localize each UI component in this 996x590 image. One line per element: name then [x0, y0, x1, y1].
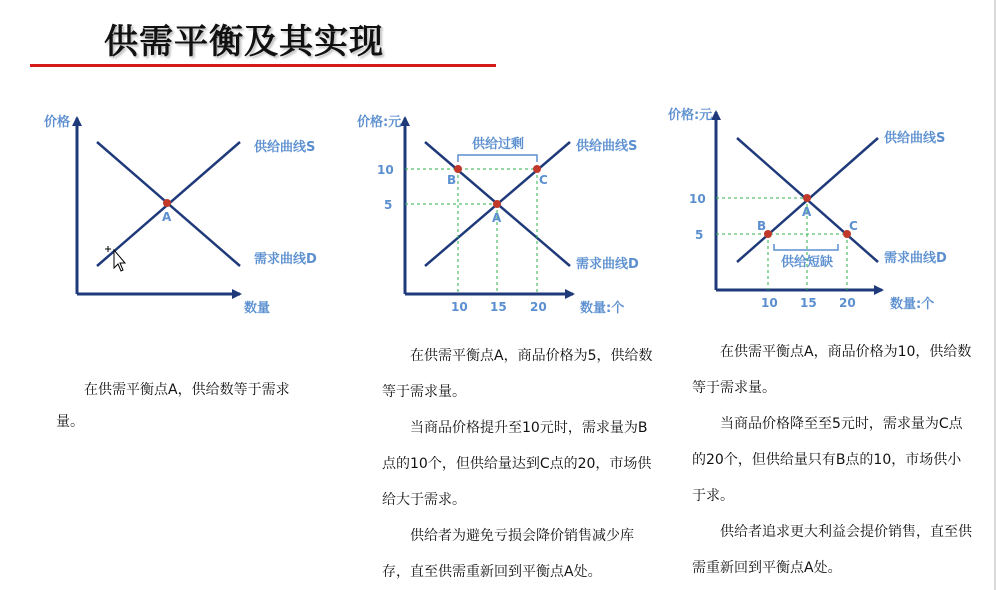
d3-guides: [716, 198, 847, 290]
page-title: 供需平衡及其实现: [104, 22, 384, 62]
d2-supply-label: 供给曲线S: [576, 139, 638, 154]
d1-supply-label: 供给曲线S: [254, 140, 316, 155]
d3-bracket: [774, 244, 838, 250]
d3-point-a-label: A: [802, 205, 812, 219]
d2-ylabel: 价格:元: [357, 115, 402, 130]
d2-point-a: [493, 200, 501, 208]
d3-supply-label: 供给曲线S: [884, 131, 946, 146]
d3-bracket-label: 供给短缺: [781, 255, 834, 270]
d2-bracket-label: 供给过剩: [472, 137, 525, 152]
diagram-1: [44, 114, 317, 316]
text3-paragraph-3: 供给者追求更大利益会提价销售，直至供需重新回到平衡点A处。: [692, 524, 972, 576]
diagram-2: [357, 114, 639, 316]
d2-bracket: [458, 155, 537, 162]
text3-paragraph-2: 当商品价格降至至5元时，需求量为C点的20个，但供给量只有B点的10，市场供小于求。: [692, 416, 963, 504]
text2-paragraph-2: 当商品价格提升至10元时，需求量为B点的10个，但供给量达到C点的20，市场供给大于需求。: [382, 420, 652, 508]
d3-point-a: [803, 194, 811, 202]
d2-point-c: [533, 165, 541, 173]
d2-xlabel: 数量:个: [580, 301, 625, 316]
d3-xlabel: 数量:个: [890, 297, 935, 312]
d2-point-b: [454, 165, 462, 173]
d2-point-a-label: A: [492, 211, 502, 225]
d3-ytick-10: 10: [689, 192, 706, 206]
d2-demand-label: 需求曲线D: [576, 257, 639, 272]
d3-ylabel: 价格:元: [668, 108, 713, 123]
d1-demand-label: 需求曲线D: [254, 252, 317, 267]
diagram-3: [668, 107, 947, 312]
d2-ytick-5: 5: [384, 198, 393, 212]
d3-xtick-10: 10: [761, 296, 778, 310]
d2-point-b-label: B: [447, 173, 457, 187]
text3-paragraph-1: 在供需平衡点A，商品价格为10，供给数等于需求量。: [692, 344, 972, 396]
d2-xtick-10: 10: [451, 300, 468, 314]
d3-demand-label: 需求曲线D: [884, 251, 947, 266]
mouse-cursor-icon: [104, 244, 128, 272]
d3-ytick-5: 5: [695, 228, 704, 242]
text1-paragraph-1: 在供需平衡点A，供给数等于需求量。: [56, 382, 290, 430]
d2-xtick-15: 15: [490, 300, 507, 314]
d2-ytick-10: 10: [377, 163, 394, 177]
d3-xtick-20: 20: [839, 296, 856, 310]
d2-xtick-20: 20: [530, 300, 547, 314]
d3-point-c-label: C: [849, 219, 858, 233]
text2-paragraph-3: 供给者为避免亏损会降价销售减少库存，直至供需重新回到平衡点A处。: [382, 528, 634, 580]
text2-block: [382, 338, 654, 590]
d2-point-c-label: C: [539, 173, 548, 187]
text2-paragraph-1: 在供需平衡点A，商品价格为5，供给数等于需求量。: [382, 348, 653, 400]
d1-point-a-label: A: [162, 210, 172, 224]
d3-point-b-label: B: [757, 219, 767, 233]
d3-xtick-15: 15: [800, 296, 817, 310]
d1-point-a: [163, 199, 171, 207]
d1-xlabel: 数量: [244, 301, 271, 316]
text3-block: [692, 334, 972, 586]
d1-ylabel: 价格: [44, 115, 71, 130]
